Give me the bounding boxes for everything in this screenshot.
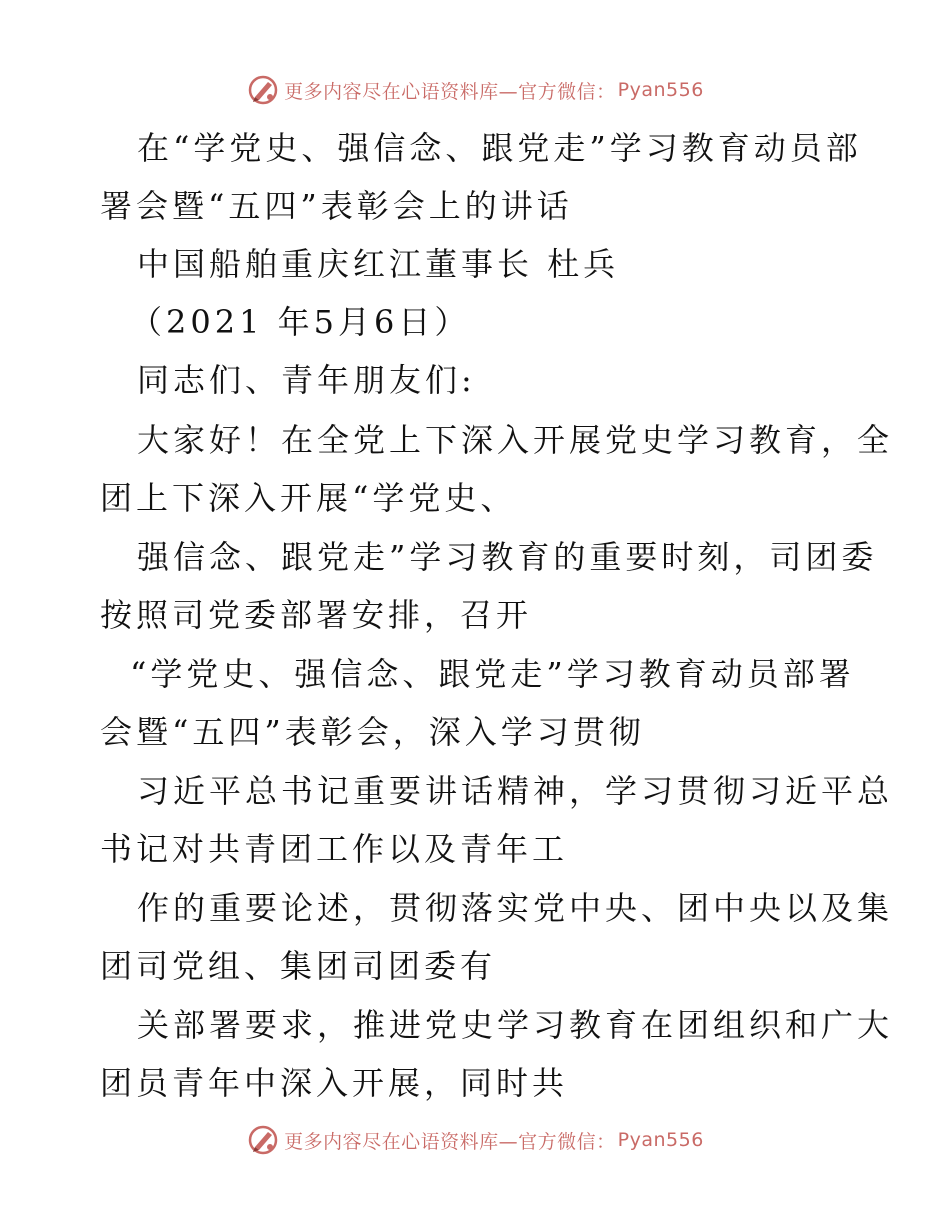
text-line: 作的重要论述，贯彻落实党中央、团中央以及集	[137, 889, 894, 927]
author-line: 中国船舶重庆红江董事长 杜兵	[137, 245, 620, 283]
salutation: 同志们、青年朋友们:	[137, 361, 476, 399]
title-line-2: 署会暨“五四”表彰会上的讲话	[100, 187, 573, 225]
watermark-text: 更多内容尽在心语资料库—官方微信：	[284, 80, 616, 103]
watermark-footer	[0, 1120, 950, 1160]
text-line: 强信念、跟党走”学习教育的重要时刻，司团委	[137, 538, 878, 576]
text-line: 书记对共青团工作以及青年工	[100, 830, 569, 868]
pen-logo-icon	[246, 73, 280, 107]
date-line: （2021 年5月6日）	[130, 303, 471, 341]
watermark-wechat-id: Pyan556	[617, 79, 704, 101]
pen-logo-icon	[246, 1123, 280, 1157]
text-line: 按照司党委部署安排，召开	[100, 596, 533, 634]
watermark-header	[0, 70, 950, 110]
text-line: 习近平总书记重要讲话精神，学习贯彻习近平总	[137, 772, 894, 810]
text-line: 团员青年中深入开展，同时共	[100, 1064, 569, 1102]
text-line: 团上下深入开展“学党史、	[100, 479, 517, 517]
text-line: “学党史、强信念、跟党走”学习教育动员部署	[130, 655, 855, 693]
watermark-text: 更多内容尽在心语资料库—官方微信：	[284, 1130, 616, 1153]
text-line: 关部署要求，推进党史学习教育在团组织和广大	[137, 1006, 894, 1044]
title-line-1: 在“学党史、强信念、跟党走”学习教育动员部	[137, 129, 862, 167]
text-line: 团司党组、集团司团委有	[100, 947, 497, 985]
text-line: 会暨“五四”表彰会，深入学习贯彻	[100, 713, 645, 751]
text-line: 大家好！在全党上下深入开展党史学习教育，全	[137, 421, 894, 459]
watermark-wechat-id: Pyan556	[617, 1129, 704, 1151]
